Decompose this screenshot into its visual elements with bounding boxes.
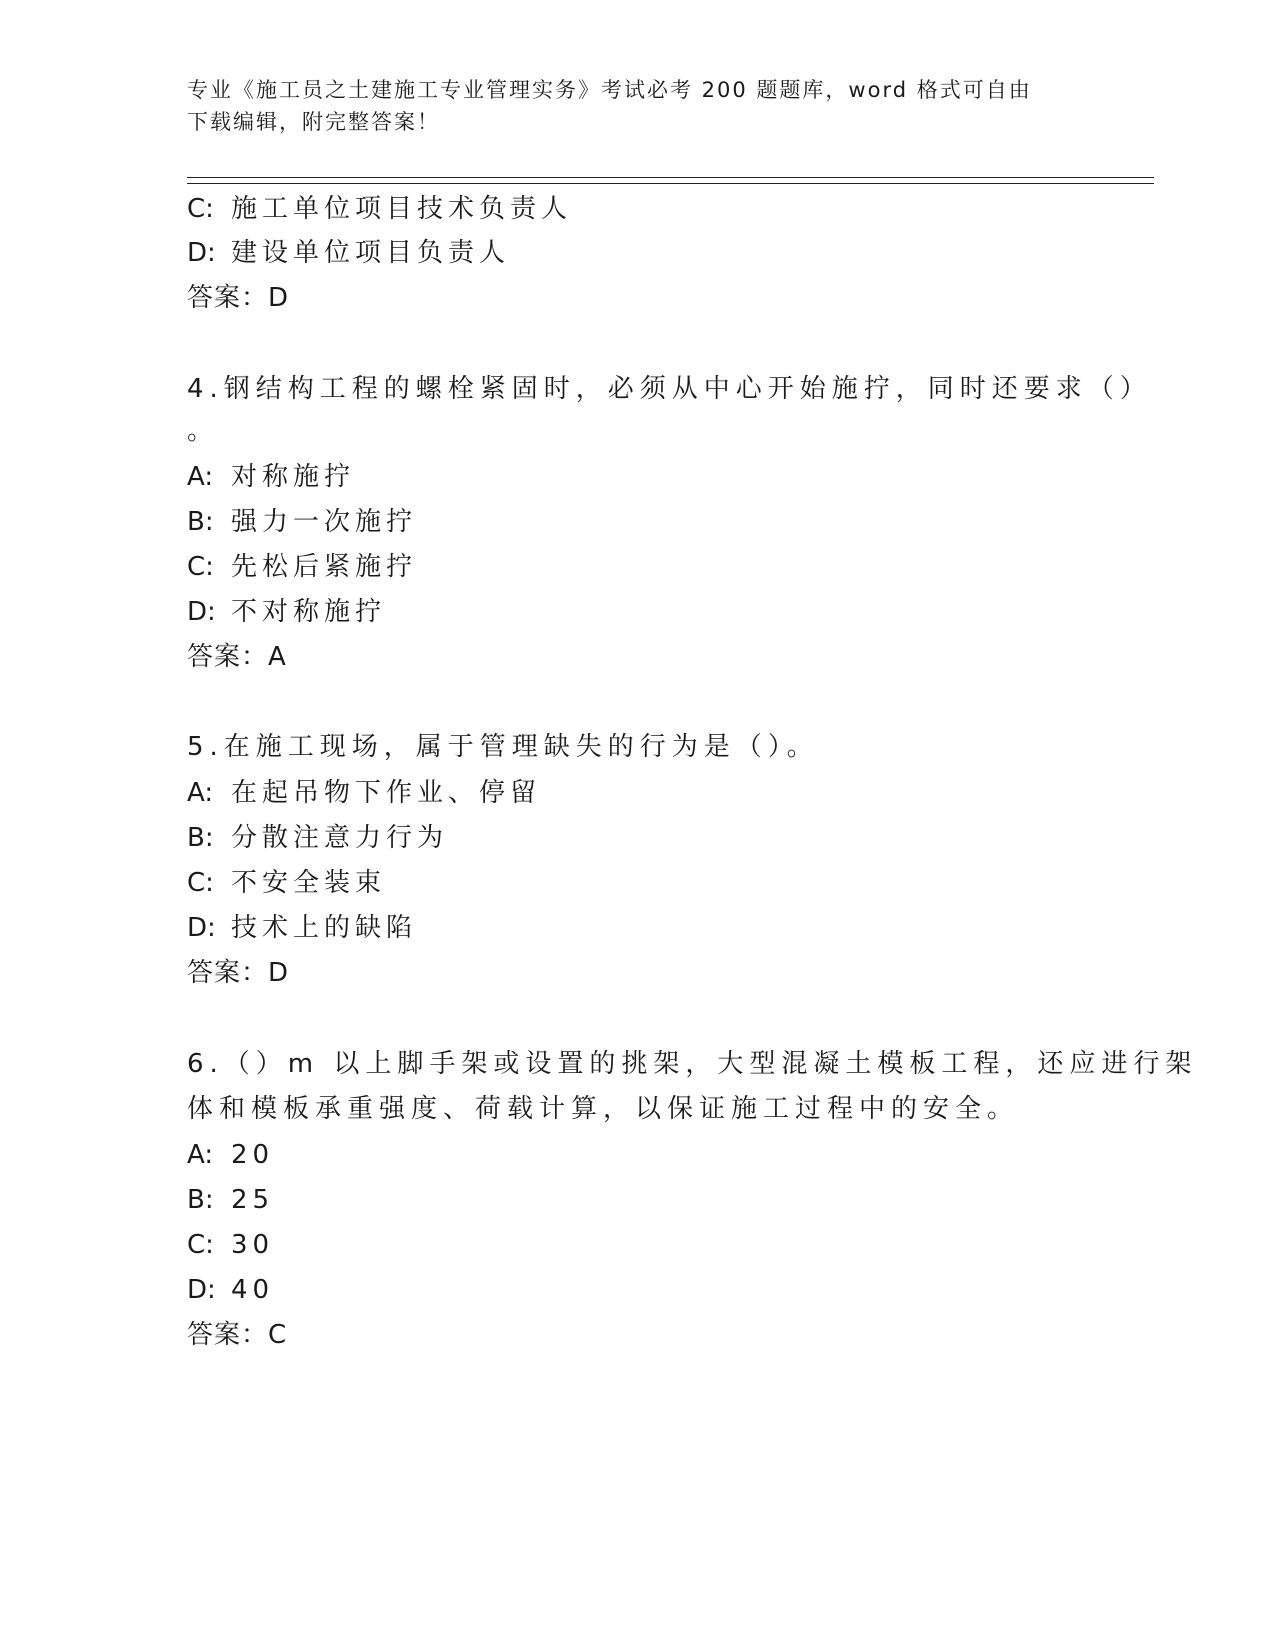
q4-option-b bbox=[187, 505, 417, 539]
q6-option-d bbox=[187, 1273, 274, 1307]
option-label: C: bbox=[187, 552, 214, 582]
option-label: A: bbox=[187, 462, 214, 492]
option-text: 先松后紧施拧 bbox=[231, 552, 418, 582]
q5-stem-line-1: 5.在施工现场，属于管理缺失的行为是（）。 bbox=[187, 732, 819, 762]
option-label: D: bbox=[187, 1275, 216, 1305]
option-label: C: bbox=[187, 1230, 214, 1260]
q4-answer: 答案：A bbox=[187, 642, 287, 672]
option-label: C: bbox=[187, 194, 214, 224]
q6-option-b bbox=[187, 1183, 274, 1217]
option-text: 不对称施拧 bbox=[231, 597, 387, 627]
header-divider-top bbox=[187, 177, 1154, 178]
header-line-2: 下载编辑，附完整答案！ bbox=[187, 110, 440, 134]
q5-option-b bbox=[187, 821, 448, 855]
q5-option-d bbox=[187, 911, 417, 945]
option-label: C: bbox=[187, 868, 214, 898]
header-line-1: 专业《施工员之土建施工专业管理实务》考试必考 200 题题库，word 格式可自由 bbox=[187, 78, 1032, 102]
option-label: B: bbox=[187, 1185, 214, 1215]
q3-option-c bbox=[187, 192, 572, 226]
option-label: D: bbox=[187, 913, 216, 943]
q5-option-a bbox=[187, 776, 541, 810]
q5-answer: 答案：D bbox=[187, 958, 290, 988]
option-label: B: bbox=[187, 823, 214, 853]
q4-stem-line-1: 4.钢结构工程的螺栓紧固时，必须从中心开始施拧，同时还要求（） bbox=[187, 374, 1152, 404]
option-label: A: bbox=[187, 778, 214, 808]
option-label: D: bbox=[187, 238, 216, 268]
q4-option-d bbox=[187, 595, 386, 629]
q4-option-c bbox=[187, 550, 417, 584]
option-text: 强力一次施拧 bbox=[231, 507, 418, 537]
option-text: 技术上的缺陷 bbox=[231, 913, 418, 943]
header-divider-bottom bbox=[187, 183, 1154, 184]
option-text: 施工单位项目技术负责人 bbox=[231, 194, 573, 224]
option-text: 20 bbox=[231, 1140, 275, 1170]
option-label: B: bbox=[187, 507, 214, 537]
option-text: 在起吊物下作业、停留 bbox=[231, 778, 542, 808]
option-text: 不安全装束 bbox=[231, 868, 387, 898]
option-text: 30 bbox=[231, 1230, 275, 1260]
q6-answer: 答案：C bbox=[187, 1320, 288, 1350]
q5-option-c bbox=[187, 866, 386, 900]
option-text: 对称施拧 bbox=[231, 462, 356, 492]
document-header bbox=[187, 74, 1087, 138]
q6-option-a bbox=[187, 1138, 274, 1172]
q3-option-d bbox=[187, 236, 510, 270]
option-text: 40 bbox=[231, 1275, 275, 1305]
q6-option-c bbox=[187, 1228, 274, 1262]
q6-stem-line-2: 体和模板承重强度、荷载计算，以保证施工过程中的安全。 bbox=[187, 1094, 1020, 1124]
option-text: 分散注意力行为 bbox=[231, 823, 449, 853]
q3-answer: 答案：D bbox=[187, 283, 290, 313]
q4-stem-line-2: 。 bbox=[187, 416, 219, 446]
option-text: 25 bbox=[231, 1185, 275, 1215]
q6-stem-line-1: 6.（）m 以上脚手架或设置的挑架，大型混凝土模板工程，还应进行架 bbox=[187, 1049, 1198, 1079]
q4-option-a bbox=[187, 460, 355, 494]
option-text: 建设单位项目负责人 bbox=[231, 238, 511, 268]
option-label: A: bbox=[187, 1140, 214, 1170]
option-label: D: bbox=[187, 597, 216, 627]
